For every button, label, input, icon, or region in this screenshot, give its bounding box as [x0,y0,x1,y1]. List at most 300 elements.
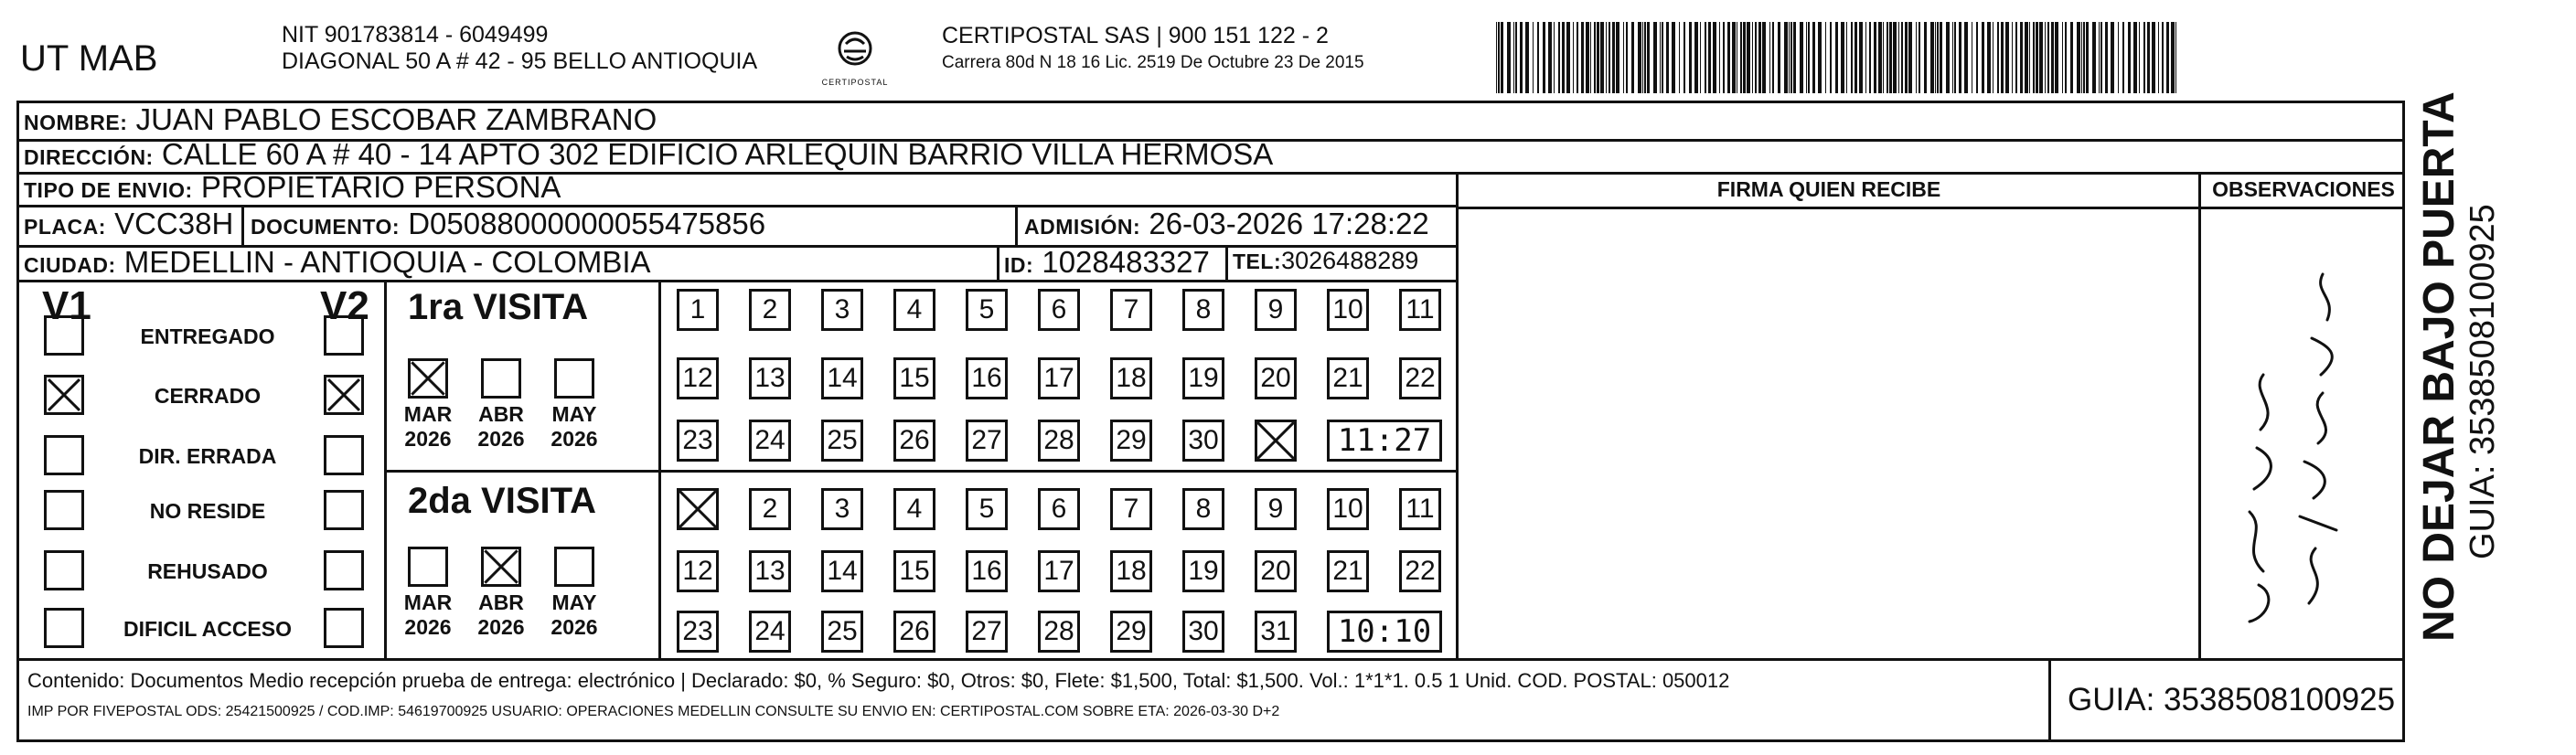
month-label [538,590,611,640]
day-box[interactable]: 5 [966,289,1008,331]
guia-number: GUIA: 3538508100925 [2068,682,2396,718]
documento-field [251,207,765,241]
barcode-bar [1893,22,1897,93]
barcode-bar [1694,22,1698,93]
barcode-bar [1818,22,1822,93]
barcode-bar [2175,22,2176,93]
day-box[interactable]: 15 [893,550,935,592]
day-box[interactable]: 28 [1038,611,1080,653]
month-checkbox[interactable] [481,358,521,399]
barcode-bar [1987,22,1991,93]
tel-field [1233,247,1418,275]
barcode-bar [1743,22,1746,93]
day-box[interactable]: 4 [893,289,935,331]
barcode-bar [2051,22,2054,93]
barcode-bar [1581,22,1584,93]
barcode-bar [2047,22,2049,93]
barcode-bar [1808,22,1810,93]
barcode-bar [2070,22,2073,93]
id-label: ID: [1004,253,1034,277]
status-label: DIFICIL ACCESO [123,617,292,641]
ciudad-value: MEDELLIN - ANTIOQUIA - COLOMBIA [123,245,651,279]
tel-value: 3026488289 [1281,247,1419,274]
ciudad-label: CIUDAD: [24,253,116,277]
barcode-bar [1653,22,1657,93]
barcode-bar [1672,22,1675,93]
day-box[interactable]: 18 [1110,357,1152,399]
day-box[interactable]: 16 [966,550,1008,592]
certipostal-logo-icon [805,27,905,69]
day-box[interactable]: 11 [1399,289,1441,331]
day-box[interactable] [677,488,719,530]
barcode-bar [1772,22,1774,93]
month-name: ABR [478,590,524,614]
day-box[interactable]: 8 [1182,488,1224,530]
day-box[interactable]: 22 [1399,550,1441,592]
barcode-bar [1898,22,1899,93]
barcode-bar [1747,22,1750,93]
barcode-bar [1612,22,1615,93]
day-box[interactable]: 10 [1327,289,1369,331]
month-year: 2026 [550,427,598,451]
second-visit-title: 2da VISITA [408,481,596,521]
barcode-bar [1762,22,1766,93]
day-box[interactable]: 31 [1255,611,1297,653]
nombre-label: NOMBRE: [24,111,128,134]
month-checkbox[interactable] [408,358,448,399]
barcode-bar [2036,22,2038,93]
barcode-bar [1594,22,1596,93]
barcode-bar [1520,22,1523,93]
day-box[interactable]: 13 [749,357,791,399]
barcode-bar [1666,22,1669,93]
barcode-bar [1784,22,1788,93]
day-box[interactable]: 27 [966,611,1008,653]
field-divider [241,205,244,245]
v2-checkbox[interactable] [324,315,364,356]
barcode-bar [1835,22,1838,93]
day-box[interactable]: 29 [1110,420,1152,462]
day-box[interactable]: 23 [677,611,719,653]
day-box[interactable]: 2 [749,488,791,530]
barcode-bar [1758,22,1761,93]
barcode-bar [1940,22,1942,93]
barcode-bar [1689,22,1692,93]
barcode-bar [2147,22,2150,93]
certipostal-info [942,22,1364,77]
barcode-bar [1683,22,1685,93]
barcode-bar [1825,22,1826,93]
barcode-bar [1846,22,1847,93]
barcode-bar [1800,22,1803,93]
barcode-bar [1874,22,1876,93]
barcode-bar [1778,22,1780,93]
barcode-bar [1642,22,1643,93]
day-box[interactable]: 6 [1038,488,1080,530]
barcode-bar [2015,22,2017,93]
barcode-bar [1937,22,1939,93]
barcode-bar [1855,22,1857,93]
barcode-bar [2122,22,2124,93]
barcode-bar [1959,22,1961,93]
barcode-bar [2143,22,2145,93]
barcode-bar [1976,22,1978,93]
day-box[interactable]: 17 [1038,550,1080,592]
month-label [391,402,465,452]
barcode-bar [1964,22,1968,93]
barcode-bar [1554,22,1555,93]
barcode-bar [2055,22,2058,93]
v1-checkbox[interactable] [44,375,84,415]
documento-label: DOCUMENTO: [251,215,401,239]
barcode-bar [1644,22,1646,93]
direccion-value: CALLE 60 A # 40 - 14 APTO 302 EDIFICIO ARLEQUIN BARRIO VILLA HERMOSA [161,137,1274,171]
barcode-bar [1954,22,1956,93]
barcode-bar [2133,22,2137,93]
id-field [1004,245,1210,280]
month-checkbox[interactable] [481,547,521,587]
v1-checkbox[interactable] [44,550,84,590]
day-box[interactable]: 12 [677,550,719,592]
barcode-bar [2128,22,2131,93]
barcode-bar [2111,22,2114,93]
barcode-bar [1841,22,1844,93]
barcode-bar [1623,22,1624,93]
barcode-bar [2065,22,2067,93]
barcode-bar [1507,22,1511,93]
column-divider [1456,172,1459,658]
barcode-bar [1600,22,1604,93]
day-box[interactable]: 14 [821,550,863,592]
day-box[interactable]: 30 [1182,420,1224,462]
day-box[interactable]: 10 [1327,488,1369,530]
barcode-bar [1789,22,1790,93]
barcode-bar [1930,22,1934,93]
barcode-bar [1631,22,1634,93]
barcode-bar [1752,22,1753,93]
barcode-bar [2139,22,2140,93]
placa-value: VCC38H [114,207,234,240]
day-box[interactable]: 3 [821,488,863,530]
row-divider [16,658,2405,661]
day-box[interactable]: 9 [1255,289,1297,331]
day-box[interactable]: 12 [677,357,719,399]
barcode-bar [1740,22,1742,93]
barcode-bar [2039,22,2043,93]
barcode-bar [1496,22,1497,93]
id-value: 1028483327 [1042,245,1210,279]
visit-row-divider [384,470,1456,473]
observaciones-header: OBSERVACIONES [2212,177,2395,201]
logo-text: CERTIPOSTAL [821,78,889,87]
barcode-bar [1638,22,1641,93]
day-box[interactable] [1255,420,1297,462]
day-box[interactable]: 15 [893,357,935,399]
month-name: MAY [551,590,597,614]
day-box[interactable]: 18 [1110,550,1152,592]
status-label: REHUSADO [147,559,268,583]
first-visit-title: 1ra VISITA [408,287,589,327]
day-box[interactable]: 1 [677,289,719,331]
barcode-bar [1806,22,1807,93]
barcode-bar [1916,22,1917,93]
v1-checkbox[interactable] [44,435,84,475]
company-name: UT MAB [20,38,158,79]
barcode-bar [1901,22,1903,93]
barcode [1496,22,2182,93]
tel-label: TEL: [1233,250,1282,273]
footer-imp: IMP POR FIVEPOSTAL ODS: 25421500925 / COD.IMP: 54619700925 USUARIO: OPERACIONES MEDELLIN CONSULTE SU ENVIO EN: CERTIPOSTAL.COM SOBRE ETA: 2026-03-30 D+2 [27,704,1280,719]
placa-field [24,207,233,241]
barcode-bar [2100,22,2102,93]
documento-value: D05088000000055475856 [408,207,766,240]
barcode-bar [1660,22,1661,93]
day-box[interactable]: 17 [1038,357,1080,399]
barcode-bar [1889,22,1892,93]
barcode-bar [1609,22,1610,93]
day-box[interactable]: 20 [1255,550,1297,592]
barcode-bar [1878,22,1882,93]
day-box[interactable]: 13 [749,550,791,592]
side-guia: GUIA: 3538508100925 [2464,204,2502,559]
month-label [391,590,465,640]
visit-time[interactable]: 10:10 [1327,611,1442,653]
day-box[interactable]: 19 [1182,357,1224,399]
visit-time[interactable]: 11:27 [1327,420,1442,462]
barcode-bar [1679,22,1680,93]
barcode-bar [2086,22,2089,93]
barcode-bar [1586,22,1589,93]
day-box[interactable]: 7 [1110,289,1152,331]
day-box[interactable]: 21 [1327,550,1369,592]
barcode-bar [1908,22,1912,93]
barcode-bar [1501,22,1503,93]
tipo-value: PROPIETARIO PERSONA [200,170,561,204]
day-box[interactable]: 25 [821,420,863,462]
v1-checkbox[interactable] [44,315,84,356]
barcode-bar [1647,22,1650,93]
column-divider [2198,172,2201,658]
barcode-bar [1616,22,1619,93]
barcode-bar [1590,22,1591,93]
barcode-bar [1905,22,1908,93]
barcode-bar [1562,22,1565,93]
barcode-bar [1790,22,1792,93]
barcode-bar [2152,22,2155,93]
day-box[interactable]: 27 [966,420,1008,462]
barcode-bar [1865,22,1866,93]
nombre-field [24,102,657,137]
month-year: 2026 [404,615,452,639]
day-box[interactable]: 14 [821,357,863,399]
day-box[interactable]: 19 [1182,550,1224,592]
barcode-bar [2105,22,2108,93]
barcode-bar [1566,22,1570,93]
day-box[interactable]: 30 [1182,611,1224,653]
certipostal-address: Carrera 80d N 18 16 Lic. 2519 De Octubre 23 De 2015 [942,53,1364,72]
visit-divider [384,280,387,658]
tipo-field [24,170,561,205]
day-box[interactable]: 26 [893,611,935,653]
company-info [282,22,757,75]
month-checkbox[interactable] [408,547,448,587]
barcode-bar [1558,22,1560,93]
barcode-bar [2045,22,2046,93]
tipo-label: TIPO DE ENVIO: [24,178,193,202]
v2-checkbox[interactable] [324,375,364,415]
barcode-bar [1719,22,1720,93]
side-notice: NO DEJAR BAJO PUERTA [2415,91,2464,642]
direccion-label: DIRECCIÓN: [24,145,154,169]
barcode-bar [2025,22,2028,93]
barcode-bar [1859,22,1863,93]
barcode-bar [1887,22,1888,93]
barcode-bar [2020,22,2023,93]
barcode-bar [1705,22,1706,93]
barcode-bar [1597,22,1599,93]
month-checkbox[interactable] [554,547,594,587]
barcode-bar [1952,22,1953,93]
barcode-bar [1577,22,1578,93]
footer-contenido: Contenido: Documentos Medio recepción prueba de entrega: electrónico | Declarado: $0, % Seguro: $0, Otros: $0, Flete: $1,500, Total: $1,500. Vol.: 1*1*1. 0.5 1 Unid. COD. POSTAL: 050012 [27,669,1730,692]
month-year: 2026 [404,427,452,451]
v1-checkbox[interactable] [44,608,84,648]
barcode-bar [2062,22,2063,93]
barcode-bar [2081,22,2082,93]
barcode-bar [1525,22,1529,93]
month-checkbox[interactable] [554,358,594,399]
month-year: 2026 [477,615,525,639]
status-label: DIR. ERRADA [138,444,277,468]
month-year: 2026 [477,427,525,451]
day-box[interactable]: 22 [1399,357,1441,399]
day-box[interactable]: 7 [1110,488,1152,530]
v1-label: V1 [42,283,91,328]
day-box[interactable]: 3 [821,289,863,331]
field-divider [1225,245,1228,280]
day-box[interactable]: 16 [966,357,1008,399]
barcode-bar [1498,22,1500,93]
day-box[interactable]: 11 [1399,488,1441,530]
barcode-bar [1543,22,1545,93]
barcode-bar [1919,22,1920,93]
status-label: ENTREGADO [140,324,275,348]
day-box[interactable]: 28 [1038,420,1080,462]
day-box[interactable]: 24 [749,420,791,462]
barcode-bar [1982,22,1984,93]
day-box[interactable]: 9 [1255,488,1297,530]
barcode-bar [1935,22,1936,93]
barcode-bar [2092,22,2096,93]
admision-value: 26-03-2026 17:28:22 [1149,207,1429,240]
company-address: DIAGONAL 50 A # 42 - 95 BELLO ANTIOQUIA [282,48,758,74]
day-box[interactable]: 6 [1038,289,1080,331]
ciudad-field [24,245,651,280]
barcode-bar [1713,22,1716,93]
day-box[interactable]: 5 [966,488,1008,530]
guia-box [2048,660,2405,742]
month-label [465,590,538,640]
barcode-bar [2077,22,2080,93]
v2-checkbox[interactable] [324,435,364,475]
month-name: MAR [403,402,453,426]
company-nit: NIT 901783814 - 6049499 [282,22,549,48]
barcode-bar [1812,22,1815,93]
barcode-bar [1732,22,1736,93]
barcode-bar [1997,22,1999,93]
barcode-bar [2158,22,2159,93]
barcode-bar [1700,22,1701,93]
barcode-bar [1755,22,1757,93]
barcode-bar [1883,22,1884,93]
admision-label: ADMISIÓN: [1024,215,1141,239]
barcode-bar [2118,22,2119,93]
placa-label: PLACA: [24,215,106,239]
barcode-bar [1723,22,1725,93]
barcode-bar [1869,22,1871,93]
v2-checkbox[interactable] [324,490,364,530]
day-box[interactable]: 24 [749,611,791,653]
v1-checkbox[interactable] [44,490,84,530]
day-box[interactable]: 21 [1327,357,1369,399]
barcode-bar [1548,22,1552,93]
barcode-bar [1515,22,1517,93]
field-divider [1015,205,1018,245]
day-box[interactable]: 20 [1255,357,1297,399]
v2-label: V2 [320,283,369,328]
barcode-bar [1662,22,1663,93]
barcode-bar [2099,22,2100,93]
day-box[interactable]: 29 [1110,611,1152,653]
barcode-bar [1513,22,1514,93]
day-box[interactable]: 26 [893,420,935,462]
row-divider [1458,207,2405,209]
month-label [465,402,538,452]
day-box[interactable]: 23 [677,420,719,462]
barcode-bar [2005,22,2009,93]
barcode-bar [2033,22,2035,93]
v2-checkbox[interactable] [324,550,364,590]
barcode-bar [1533,22,1534,93]
day-box[interactable]: 4 [893,488,935,530]
certipostal-name: CERTIPOSTAL SAS | 900 151 122 - 2 [942,23,1329,48]
direccion-field [24,137,1273,172]
day-box[interactable]: 8 [1182,289,1224,331]
barcode-bar [1573,22,1574,93]
nombre-value: JUAN PABLO ESCOBAR ZAMBRANO [135,102,657,136]
admision-field [1024,207,1429,241]
v2-checkbox[interactable] [324,608,364,648]
day-box[interactable]: 2 [749,289,791,331]
barcode-bar [1708,22,1711,93]
barcode-bar [1626,22,1628,93]
barcode-bar [2171,22,2175,93]
barcode-bar [1851,22,1853,93]
barcode-bar [1946,22,1950,93]
barcode-bar [2001,22,2004,93]
barcode-bar [2166,22,2169,93]
barcode-bar [1769,22,1770,93]
signature [2213,256,2396,631]
barcode-bar [2083,22,2085,93]
barcode-bar [1606,22,1607,93]
day-box[interactable]: 25 [821,611,863,653]
barcode-bar [1924,22,1927,93]
certipostal-logo [805,27,905,90]
row-divider [16,280,1458,282]
month-name: MAR [403,590,453,614]
month-name: MAY [551,402,597,426]
